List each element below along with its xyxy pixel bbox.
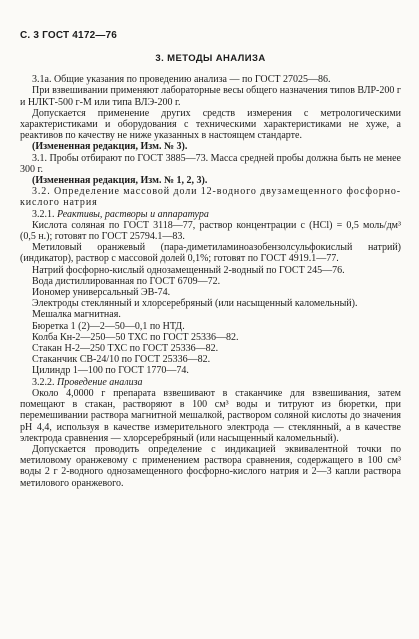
subheading-3-2-2 — [20, 377, 401, 388]
subheading-number: 3.2.2. — [32, 376, 55, 388]
equipment-ionomer: Иономер универсальный ЭВ-74. — [32, 287, 171, 299]
equipment-beaker: Стакан Н-2—250 ТХС по ГОСТ 25336—82. — [32, 343, 219, 355]
amendment-note-3: (Измененная редакция, Изм. № 3). — [32, 141, 188, 153]
equipment-burette: Бюретка 1 (2)—2—50—0,1 по НТД. — [32, 320, 185, 332]
indicator-paragraph: Допускается проводить определение с индикацией эквивалентной точки по метиловому оранжевому с применением раствора сравнения, содержащего в 100 см³ воды 2 г 2-водного однозамещенного фосфорно-кислого натрия и 2—3 капли раствора метилового оранжевого. — [20, 443, 401, 489]
paragraph-3-1a: 3.1а. Общие указания по проведению анализа — по ГОСТ 27025—86. — [32, 74, 331, 86]
subheading-reagents: Реактивы, растворы и аппаратура — [57, 208, 209, 220]
reagent-water: Вода дистиллированная по ГОСТ 6709—72. — [32, 275, 221, 287]
equipment-flask: Колба Кн-2—250—50 ТХС по ГОСТ 25336—82. — [32, 331, 239, 343]
amendment-note-1-2-3: (Измененная редакция, Изм. № 1, 2, 3). — [32, 175, 208, 187]
paragraph-allowed-instruments: Допускается применение других средств измерения с метрологическими характеристиками и оборудования с техническими характеристиками не хуже, а реактивов по качеству не ниже указанных в настоящем стандарте. — [20, 107, 401, 142]
equipment-cylinder: Цилиндр 1—100 по ГОСТ 1770—74. — [32, 365, 189, 377]
subheading-3-2-1 — [20, 209, 401, 220]
procedure-paragraph: Около 4,0000 г препарата взвешивают в стаканчике для взвешивания, затем помещают в стакан, растворяют в 100 см³ воды и титруют из бюретки, при перемешивании раствора магнитной мешалкой, раствором соляной кислоты до значения pH 4,4, используя в качестве измерительного электрода — стеклянный, а в качестве электрода сравнения — хлорсеребряный (или насыщенный каломельный). — [20, 387, 401, 444]
page-content — [20, 53, 401, 489]
subheading-number: 3.2.1. — [32, 208, 55, 220]
paragraph-weighing: При взвешивании применяют лабораторные весы общего назначения типов ВЛР-200 г и НЛКТ-500 г-М или типа ВЛЭ-200 г. — [20, 85, 401, 108]
subheading-procedure: Проведение анализа — [57, 376, 143, 388]
reagent-sodium-phosphate: Натрий фосфорно-кислый однозамещенный 2-водный по ГОСТ 245—76. — [32, 264, 345, 276]
equipment-electrodes: Электроды стеклянный и хлорсеребряный (или насыщенный каломельный). — [32, 298, 358, 310]
reagent-methyl-orange: Метиловый оранжевый (пара-диметиламиноазобензолсульфокислый натрий) (индикатор), раствор с массовой долей 0,1%; готовят по ГОСТ 4919.1—77. — [20, 242, 401, 265]
paragraph-3-1: 3.1. Пробы отбирают по ГОСТ 3885—73. Масса средней пробы должна быть не менее 300 г. — [20, 152, 401, 175]
paragraph-3-2: 3.2. Определение массовой доли 12-водного двузамещенного фосфорно-кислого натрия — [20, 186, 402, 209]
equipment-weighing-bottle: Стаканчик СВ-24/10 по ГОСТ 25336—82. — [32, 354, 211, 366]
equipment-stirrer: Мешалка магнитная. — [32, 309, 121, 321]
page-header: С. 3 ГОСТ 4172—76 — [20, 30, 118, 41]
section-title: 3. МЕТОДЫ АНАЛИЗА — [155, 53, 266, 64]
reagent-hcl: Кислота соляная по ГОСТ 3118—77, раствор концентрации с (HCl) = 0,5 моль/дм³ (0,5 н.); готовят по ГОСТ 25794.1—83. — [20, 219, 401, 243]
